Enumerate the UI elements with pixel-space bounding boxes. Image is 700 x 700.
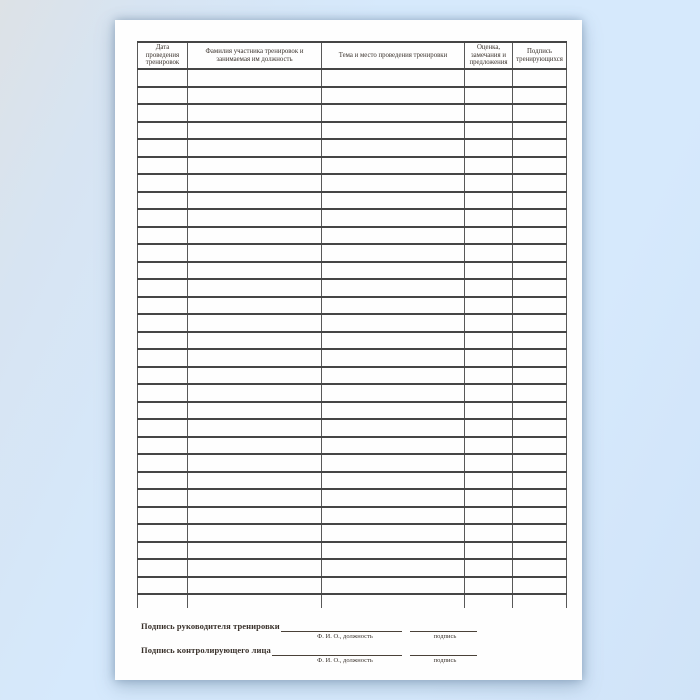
table-row <box>138 437 567 455</box>
blank-cell[interactable] <box>188 594 322 608</box>
controller-signature-label: Подпись контролирующего лица <box>141 645 271 655</box>
blank-cell[interactable] <box>513 349 567 367</box>
blank-cell[interactable] <box>465 489 513 507</box>
table-row <box>138 314 567 332</box>
table-body <box>138 69 567 608</box>
table-row <box>138 87 567 105</box>
blank-cell[interactable] <box>322 542 465 560</box>
table-row <box>138 209 567 227</box>
blank-cell[interactable] <box>322 489 465 507</box>
blank-cell[interactable] <box>513 69 567 87</box>
blank-cell[interactable] <box>138 297 188 315</box>
signature-section <box>141 618 477 666</box>
col-header-topic-place: Тема и место проведения тренировки <box>322 42 465 69</box>
blank-cell[interactable] <box>138 209 188 227</box>
blank-cell[interactable] <box>513 577 567 595</box>
blank-cell[interactable] <box>188 367 322 385</box>
col-header-participant-name: Фамилия участника тренировок и занимаемая им должность <box>188 42 322 69</box>
blank-cell[interactable] <box>188 174 322 192</box>
blank-cell[interactable] <box>188 87 322 105</box>
table-header <box>138 42 567 69</box>
blank-cell[interactable] <box>513 594 567 608</box>
blank-cell[interactable] <box>513 192 567 210</box>
blank-cell[interactable] <box>465 367 513 385</box>
blank-cell[interactable] <box>465 437 513 455</box>
blank-cell[interactable] <box>513 507 567 525</box>
blank-cell[interactable] <box>138 402 188 420</box>
blank-cell[interactable] <box>322 297 465 315</box>
blank-cell[interactable] <box>188 244 322 262</box>
blank-cell[interactable] <box>322 507 465 525</box>
blank-cell[interactable] <box>465 279 513 297</box>
blank-cell[interactable] <box>188 472 322 490</box>
blank-cell[interactable] <box>188 507 322 525</box>
blank-cell[interactable] <box>513 279 567 297</box>
table-row <box>138 349 567 367</box>
table-row <box>138 279 567 297</box>
blank-cell[interactable] <box>138 577 188 595</box>
blank-cell[interactable] <box>322 349 465 367</box>
blank-cell[interactable] <box>513 384 567 402</box>
signature-caption: подпись <box>433 633 457 640</box>
blank-cell[interactable] <box>513 419 567 437</box>
header-row <box>138 42 567 69</box>
blank-cell[interactable] <box>322 279 465 297</box>
controller-signature-row <box>141 642 477 656</box>
table-row <box>138 542 567 560</box>
blank-cell[interactable] <box>322 437 465 455</box>
document-page <box>115 20 582 680</box>
blank-cell[interactable] <box>322 332 465 350</box>
blank-cell[interactable] <box>513 402 567 420</box>
blank-cell[interactable] <box>138 122 188 140</box>
blank-cell[interactable] <box>513 332 567 350</box>
fio-position-caption: Ф. И. О., должность <box>317 633 373 640</box>
blank-cell[interactable] <box>465 104 513 122</box>
blank-cell[interactable] <box>188 402 322 420</box>
blank-cell[interactable] <box>322 174 465 192</box>
blank-cell[interactable] <box>465 314 513 332</box>
blank-cell[interactable] <box>322 244 465 262</box>
blank-cell[interactable] <box>188 262 322 280</box>
blank-cell[interactable] <box>188 577 322 595</box>
table-row <box>138 174 567 192</box>
blank-cell[interactable] <box>188 227 322 245</box>
table-row <box>138 139 567 157</box>
blank-cell[interactable] <box>513 209 567 227</box>
signature-caption: подпись <box>433 657 457 664</box>
trainer-signature-captions <box>141 632 477 642</box>
table-row <box>138 297 567 315</box>
blank-cell[interactable] <box>322 69 465 87</box>
blank-cell[interactable] <box>322 139 465 157</box>
blank-cell[interactable] <box>322 577 465 595</box>
blank-cell[interactable] <box>138 524 188 542</box>
blank-cell[interactable] <box>188 524 322 542</box>
blank-cell[interactable] <box>465 157 513 175</box>
blank-cell[interactable] <box>465 209 513 227</box>
table-row <box>138 332 567 350</box>
blank-cell[interactable] <box>188 297 322 315</box>
col-header-training-date: Дата проведения тренировок <box>138 42 188 69</box>
blank-cell[interactable] <box>188 69 322 87</box>
blank-cell[interactable] <box>188 454 322 472</box>
blank-cell[interactable] <box>513 157 567 175</box>
blank-cell[interactable] <box>322 87 465 105</box>
blank-cell[interactable] <box>188 157 322 175</box>
table-row <box>138 104 567 122</box>
table-row <box>138 419 567 437</box>
table-row <box>138 122 567 140</box>
blank-cell[interactable] <box>138 594 188 608</box>
blank-cell[interactable] <box>513 227 567 245</box>
blank-cell[interactable] <box>322 209 465 227</box>
trainer-name-position-line[interactable] <box>281 622 402 632</box>
blank-cell[interactable] <box>322 314 465 332</box>
blank-cell[interactable] <box>465 577 513 595</box>
table-row <box>138 524 567 542</box>
fio-position-caption: Ф. И. О., должность <box>317 657 373 664</box>
blank-cell[interactable] <box>138 157 188 175</box>
table-row <box>138 262 567 280</box>
blank-cell[interactable] <box>322 157 465 175</box>
table-row <box>138 244 567 262</box>
blank-cell[interactable] <box>188 559 322 577</box>
blank-cell[interactable] <box>138 279 188 297</box>
training-log-table <box>137 41 567 608</box>
controller-signature-line[interactable] <box>410 646 477 656</box>
col-header-assessment: Оценка, замечания и предложения <box>465 42 513 69</box>
blank-cell[interactable] <box>513 542 567 560</box>
blank-cell[interactable] <box>188 192 322 210</box>
blank-cell[interactable] <box>138 559 188 577</box>
table-row <box>138 69 567 87</box>
blank-cell[interactable] <box>188 122 322 140</box>
blank-cell[interactable] <box>513 437 567 455</box>
blank-cell[interactable] <box>322 472 465 490</box>
blank-cell[interactable] <box>188 437 322 455</box>
blank-cell[interactable] <box>465 507 513 525</box>
blank-cell[interactable] <box>513 524 567 542</box>
blank-cell[interactable] <box>513 454 567 472</box>
blank-cell[interactable] <box>322 402 465 420</box>
blank-cell[interactable] <box>513 367 567 385</box>
blank-cell[interactable] <box>138 314 188 332</box>
table-row <box>138 489 567 507</box>
blank-cell[interactable] <box>513 489 567 507</box>
blank-cell[interactable] <box>138 507 188 525</box>
table-row <box>138 367 567 385</box>
blank-cell[interactable] <box>465 402 513 420</box>
blank-cell[interactable] <box>465 227 513 245</box>
blank-cell[interactable] <box>138 349 188 367</box>
trainer-signature-label: Подпись руководителя тренировки <box>141 621 280 631</box>
blank-cell[interactable] <box>138 244 188 262</box>
blank-cell[interactable] <box>513 314 567 332</box>
blank-cell[interactable] <box>322 262 465 280</box>
blank-cell[interactable] <box>513 244 567 262</box>
blank-cell[interactable] <box>138 472 188 490</box>
blank-cell[interactable] <box>138 419 188 437</box>
blank-cell[interactable] <box>465 87 513 105</box>
blank-cell[interactable] <box>465 332 513 350</box>
blank-cell[interactable] <box>465 192 513 210</box>
blank-cell[interactable] <box>322 384 465 402</box>
blank-cell[interactable] <box>465 262 513 280</box>
blank-cell[interactable] <box>465 69 513 87</box>
table-row <box>138 227 567 245</box>
blank-cell[interactable] <box>188 279 322 297</box>
blank-cell[interactable] <box>138 367 188 385</box>
blank-cell[interactable] <box>322 122 465 140</box>
blank-cell[interactable] <box>138 174 188 192</box>
blank-cell[interactable] <box>188 384 322 402</box>
blank-cell[interactable] <box>465 244 513 262</box>
blank-cell[interactable] <box>188 209 322 227</box>
blank-cell[interactable] <box>188 104 322 122</box>
blank-cell[interactable] <box>322 559 465 577</box>
controller-signature-captions <box>141 656 477 666</box>
blank-cell[interactable] <box>138 104 188 122</box>
blank-cell[interactable] <box>465 559 513 577</box>
blank-cell[interactable] <box>465 349 513 367</box>
blank-cell[interactable] <box>322 104 465 122</box>
col-header-trainee-signature: Подпись тренирующихся <box>513 42 567 69</box>
blank-cell[interactable] <box>465 174 513 192</box>
blank-cell[interactable] <box>138 454 188 472</box>
table-row <box>138 192 567 210</box>
blank-cell[interactable] <box>513 87 567 105</box>
blank-cell[interactable] <box>513 122 567 140</box>
blank-cell[interactable] <box>322 419 465 437</box>
blank-cell[interactable] <box>322 227 465 245</box>
table-row <box>138 472 567 490</box>
blank-cell[interactable] <box>465 472 513 490</box>
blank-cell[interactable] <box>513 104 567 122</box>
blank-cell[interactable] <box>465 122 513 140</box>
blank-cell[interactable] <box>513 262 567 280</box>
blank-cell[interactable] <box>465 384 513 402</box>
blank-cell[interactable] <box>188 542 322 560</box>
blank-cell[interactable] <box>188 332 322 350</box>
blank-cell[interactable] <box>138 384 188 402</box>
table-row <box>138 577 567 595</box>
blank-cell[interactable] <box>138 542 188 560</box>
table-row <box>138 402 567 420</box>
controller-name-position-line[interactable] <box>272 646 402 656</box>
trainer-signature-line[interactable] <box>410 622 477 632</box>
blank-cell[interactable] <box>188 349 322 367</box>
blank-cell[interactable] <box>513 297 567 315</box>
blank-cell[interactable] <box>322 524 465 542</box>
table-row <box>138 384 567 402</box>
blank-cell[interactable] <box>138 139 188 157</box>
table-row <box>138 559 567 577</box>
blank-cell[interactable] <box>465 139 513 157</box>
blank-cell[interactable] <box>465 454 513 472</box>
blank-cell[interactable] <box>465 594 513 608</box>
table-row <box>138 157 567 175</box>
blank-cell[interactable] <box>322 367 465 385</box>
blank-cell[interactable] <box>138 87 188 105</box>
table-row <box>138 507 567 525</box>
blank-cell[interactable] <box>465 524 513 542</box>
blank-cell[interactable] <box>138 69 188 87</box>
blank-cell[interactable] <box>513 472 567 490</box>
table-row <box>138 454 567 472</box>
blank-cell[interactable] <box>188 139 322 157</box>
blank-cell[interactable] <box>138 489 188 507</box>
blank-cell[interactable] <box>188 314 322 332</box>
blank-cell[interactable] <box>465 419 513 437</box>
blank-cell[interactable] <box>513 139 567 157</box>
blank-cell[interactable] <box>322 192 465 210</box>
blank-cell[interactable] <box>513 174 567 192</box>
blank-cell[interactable] <box>138 437 188 455</box>
blank-cell[interactable] <box>188 489 322 507</box>
blank-cell[interactable] <box>465 297 513 315</box>
blank-cell[interactable] <box>465 542 513 560</box>
blank-cell[interactable] <box>138 262 188 280</box>
table-row <box>138 594 567 608</box>
blank-cell[interactable] <box>513 559 567 577</box>
blank-cell[interactable] <box>188 419 322 437</box>
blank-cell[interactable] <box>138 192 188 210</box>
trainer-signature-row <box>141 618 477 632</box>
blank-cell[interactable] <box>322 454 465 472</box>
blank-cell[interactable] <box>322 594 465 608</box>
blank-cell[interactable] <box>138 227 188 245</box>
blank-cell[interactable] <box>138 332 188 350</box>
